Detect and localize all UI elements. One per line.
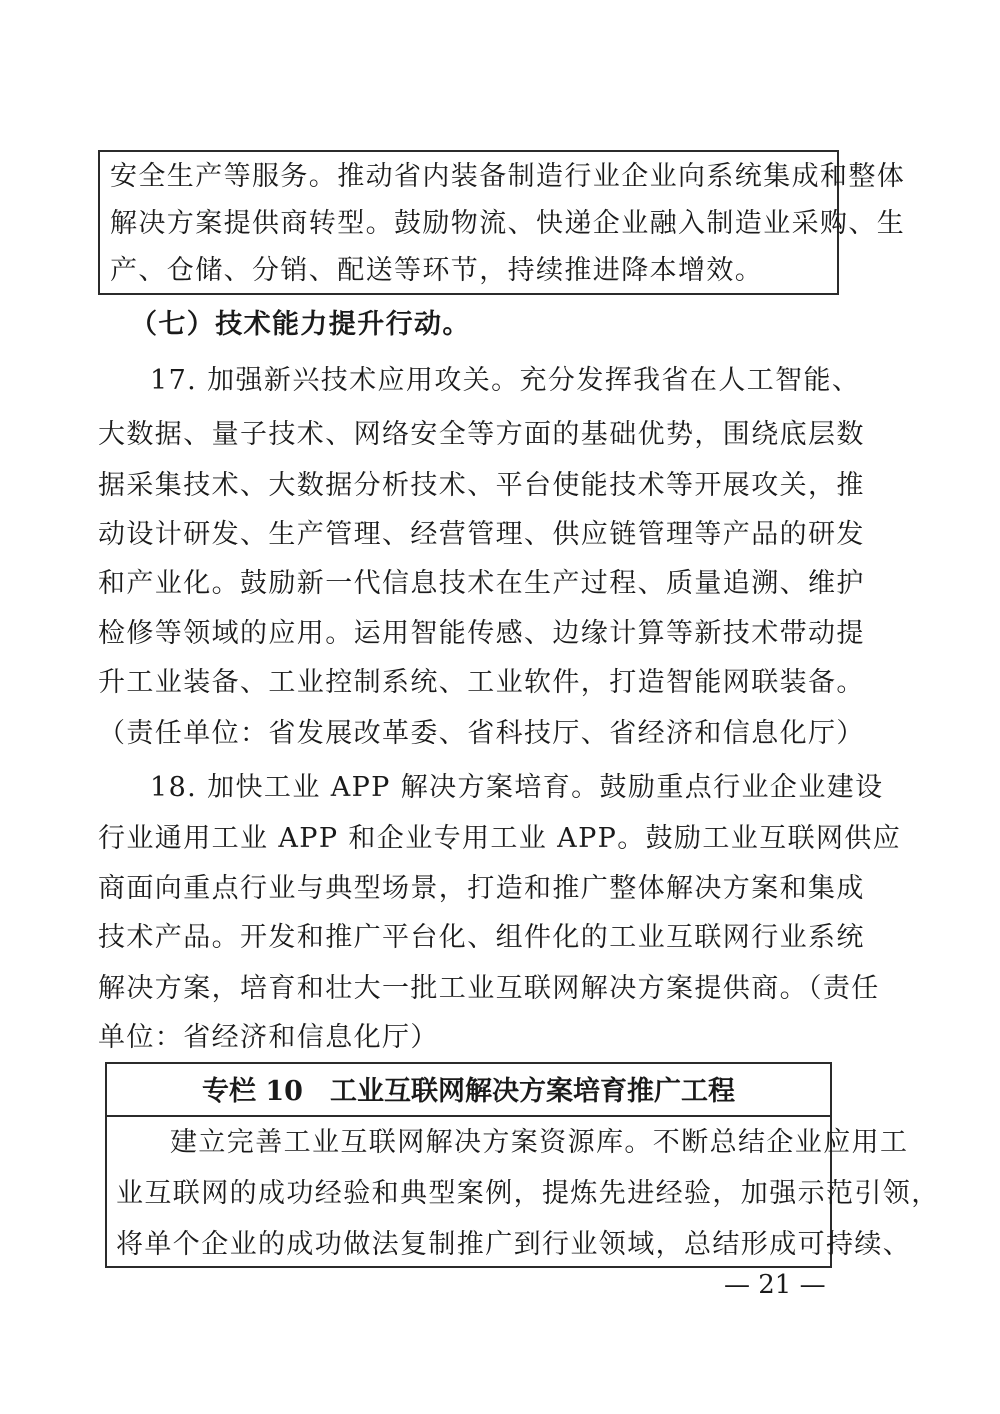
column-line: 业互联网的成功经验和典型案例，提炼先进经验，加强示范引领， xyxy=(116,1178,940,1209)
item17-line: 检修等领域的应用。运用智能传感、边缘计算等新技术带动提 xyxy=(98,618,865,649)
item18-line: 18. 加快工业 APP 解决方案培育。鼓励重点行业企业建设 xyxy=(150,772,884,803)
item17-line: 动设计研发、生产管理、经营管理、供应链管理等产品的研发 xyxy=(98,519,865,550)
column-line: 建立完善工业互联网解决方案资源库。不断总结企业应用工 xyxy=(170,1127,909,1158)
top-box-line: 产、仓储、分销、配送等环节，持续推进降本增效。 xyxy=(110,255,764,286)
column-title: 专栏 10 工业互联网解决方案培育推广工程 xyxy=(202,1076,735,1107)
item17-line: 大数据、量子技术、网络安全等方面的基础优势，围绕底层数 xyxy=(98,419,865,450)
item17-line: 17. 加强新兴技术应用攻关。充分发挥我省在人工智能、 xyxy=(150,365,861,396)
item17-line: （责任单位：省发展改革委、省科技厅、省经济和信息化厅） xyxy=(98,718,865,749)
page-number: — 21 — xyxy=(724,1270,826,1300)
top-box-line: 解决方案提供商转型。鼓励物流、快递企业融入制造业采购、生 xyxy=(110,208,906,239)
item17-line: 和产业化。鼓励新一代信息技术在生产过程、质量追溯、维护 xyxy=(98,568,865,599)
item18-line: 技术产品。开发和推广平台化、组件化的工业互联网行业系统 xyxy=(98,922,865,953)
section-heading: （七）技术能力提升行动。 xyxy=(130,309,471,340)
item18-line: 单位：省经济和信息化厅） xyxy=(98,1022,439,1053)
top-box-line: 安全生产等服务。推动省内装备制造行业企业向系统集成和整体 xyxy=(110,161,906,192)
item17-line: 据采集技术、大数据分析技术、平台使能技术等开展攻关，推 xyxy=(98,470,865,501)
item18-line: 解决方案，培育和壮大一批工业互联网解决方案提供商。（责任 xyxy=(98,973,880,1004)
item17-line: 升工业装备、工业控制系统、工业软件，打造智能网联装备。 xyxy=(98,667,865,698)
item18-line: 商面向重点行业与典型场景，打造和推广整体解决方案和集成 xyxy=(98,873,865,904)
column-divider xyxy=(105,1115,832,1117)
item18-line: 行业通用工业 APP 和企业专用工业 APP。鼓励工业互联网供应 xyxy=(98,823,902,854)
column-line: 将单个企业的成功做法复制推广到行业领域，总结形成可持续、 xyxy=(116,1229,912,1260)
